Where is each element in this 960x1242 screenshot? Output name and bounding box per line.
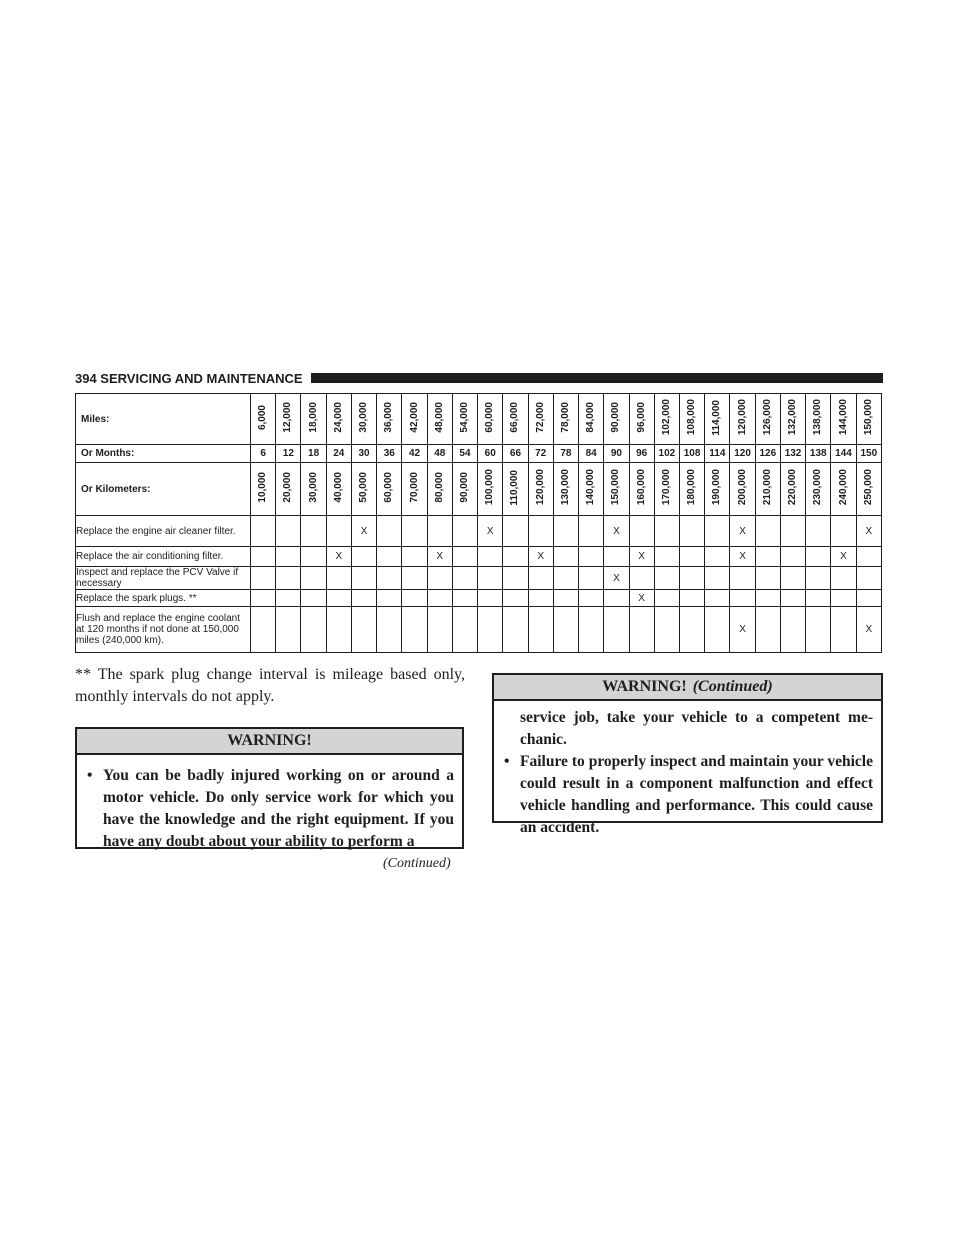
warning-list bbox=[494, 701, 881, 849]
service-mark bbox=[579, 547, 604, 567]
kilometers-value: 170,000 bbox=[660, 469, 672, 506]
kilometers-cell bbox=[730, 463, 755, 516]
service-mark bbox=[755, 607, 780, 653]
service-mark bbox=[377, 547, 402, 567]
kilometers-cell bbox=[856, 463, 881, 516]
service-mark bbox=[251, 590, 276, 607]
kilometers-value: 80,000 bbox=[433, 472, 445, 503]
months-cell: 48 bbox=[427, 445, 452, 463]
warning-text: You can be badly injured working on or around a motor vehicle. Do only service work for which you have the knowledge and the right equipment. If you have any doubt about your ability to perform a bbox=[103, 767, 454, 850]
service-mark bbox=[806, 607, 831, 653]
kilometers-cell bbox=[377, 463, 402, 516]
service-mark bbox=[528, 516, 553, 547]
warning-item bbox=[502, 751, 873, 839]
months-cell: 24 bbox=[326, 445, 351, 463]
kilometers-value: 50,000 bbox=[358, 472, 370, 503]
warning-heading bbox=[77, 729, 462, 755]
service-mark bbox=[604, 607, 629, 653]
continued-footer: (Continued) bbox=[383, 856, 451, 871]
service-mark bbox=[806, 590, 831, 607]
warning-text: Failure to properly inspect and maintain your vehicle could result in a component malfunction and effect vehicle handling and performance. This could cause an accident. bbox=[520, 753, 873, 836]
warning-title-continued: (Continued) bbox=[692, 678, 773, 695]
kilometers-cell bbox=[326, 463, 351, 516]
miles-cell bbox=[452, 394, 477, 445]
months-cell: 96 bbox=[629, 445, 654, 463]
kilometers-value: 90,000 bbox=[458, 472, 470, 503]
months-cell: 18 bbox=[301, 445, 326, 463]
kilometers-cell bbox=[276, 463, 301, 516]
kilometers-cell bbox=[251, 463, 276, 516]
service-mark bbox=[629, 567, 654, 590]
months-cell: 126 bbox=[755, 445, 780, 463]
miles-value: 30,000 bbox=[358, 402, 370, 433]
miles-cell bbox=[755, 394, 780, 445]
service-mark bbox=[553, 547, 578, 567]
months-cell: 66 bbox=[503, 445, 528, 463]
kilometers-value: 220,000 bbox=[787, 469, 799, 506]
service-mark bbox=[301, 516, 326, 547]
kilometers-cell bbox=[780, 463, 805, 516]
service-mark bbox=[427, 607, 452, 653]
service-mark bbox=[452, 567, 477, 590]
miles-value: 126,000 bbox=[761, 399, 773, 436]
kilometers-value: 100,000 bbox=[484, 469, 496, 506]
service-mark bbox=[427, 590, 452, 607]
service-mark: X bbox=[604, 567, 629, 590]
months-cell: 114 bbox=[705, 445, 730, 463]
service-mark bbox=[251, 547, 276, 567]
miles-cell bbox=[503, 394, 528, 445]
service-mark bbox=[755, 567, 780, 590]
kilometers-cell bbox=[705, 463, 730, 516]
page-title: 394 SERVICING AND MAINTENANCE bbox=[75, 370, 303, 386]
service-mark: X bbox=[629, 547, 654, 567]
service-mark bbox=[679, 547, 704, 567]
service-mark bbox=[654, 607, 679, 653]
miles-value: 90,000 bbox=[610, 402, 622, 433]
kilometers-value: 70,000 bbox=[408, 472, 420, 503]
kilometers-cell bbox=[478, 463, 503, 516]
service-mark bbox=[755, 516, 780, 547]
service-label: Replace the engine air cleaner filter. bbox=[76, 516, 251, 547]
warning-box-right bbox=[492, 673, 883, 836]
miles-value: 102,000 bbox=[660, 399, 672, 436]
months-cell: 36 bbox=[377, 445, 402, 463]
kilometers-cell bbox=[604, 463, 629, 516]
miles-label: Miles: bbox=[76, 394, 251, 445]
miles-cell bbox=[579, 394, 604, 445]
service-mark bbox=[351, 547, 376, 567]
service-mark bbox=[503, 567, 528, 590]
service-mark bbox=[553, 516, 578, 547]
service-mark bbox=[478, 567, 503, 590]
service-row bbox=[76, 607, 882, 653]
miles-cell bbox=[604, 394, 629, 445]
warning-list bbox=[77, 755, 462, 863]
miles-value: 60,000 bbox=[484, 402, 496, 433]
service-mark bbox=[553, 567, 578, 590]
service-row bbox=[76, 567, 882, 590]
miles-value: 18,000 bbox=[307, 402, 319, 433]
miles-cell bbox=[478, 394, 503, 445]
page-header bbox=[75, 370, 883, 386]
months-cell: 6 bbox=[251, 445, 276, 463]
service-mark bbox=[553, 607, 578, 653]
miles-value: 150,000 bbox=[862, 399, 874, 436]
months-cell: 138 bbox=[806, 445, 831, 463]
service-mark bbox=[705, 516, 730, 547]
miles-value: 108,000 bbox=[686, 399, 698, 436]
service-mark bbox=[351, 590, 376, 607]
kilometers-value: 120,000 bbox=[534, 469, 546, 506]
service-mark bbox=[276, 607, 301, 653]
service-mark: X bbox=[730, 516, 755, 547]
kilometers-cell bbox=[301, 463, 326, 516]
service-mark bbox=[755, 590, 780, 607]
service-mark bbox=[654, 547, 679, 567]
miles-cell bbox=[528, 394, 553, 445]
kilometers-cell bbox=[831, 463, 856, 516]
kilometers-value: 150,000 bbox=[610, 469, 622, 506]
service-mark bbox=[856, 547, 881, 567]
months-label: Or Months: bbox=[76, 445, 251, 463]
bullet-icon: • bbox=[504, 753, 510, 770]
service-mark bbox=[579, 567, 604, 590]
service-mark bbox=[705, 590, 730, 607]
service-mark bbox=[679, 516, 704, 547]
service-mark bbox=[276, 590, 301, 607]
service-label: Replace the spark plugs. ** bbox=[76, 590, 251, 607]
service-mark bbox=[251, 567, 276, 590]
kilometers-value: 180,000 bbox=[686, 469, 698, 506]
kilometers-value: 60,000 bbox=[383, 472, 395, 503]
kilometers-value: 130,000 bbox=[559, 469, 571, 506]
service-mark bbox=[831, 516, 856, 547]
miles-cell bbox=[251, 394, 276, 445]
kilometers-cell bbox=[503, 463, 528, 516]
kilometers-cell bbox=[351, 463, 376, 516]
service-mark bbox=[251, 516, 276, 547]
miles-cell bbox=[780, 394, 805, 445]
warning-title: WARNING! bbox=[227, 732, 312, 749]
warning-item bbox=[85, 765, 454, 853]
miles-value: 120,000 bbox=[736, 399, 748, 436]
service-mark: X bbox=[478, 516, 503, 547]
kilometers-value: 140,000 bbox=[585, 469, 597, 506]
service-mark bbox=[629, 516, 654, 547]
service-mark bbox=[629, 607, 654, 653]
service-mark bbox=[377, 607, 402, 653]
months-row bbox=[76, 445, 882, 463]
service-mark bbox=[427, 567, 452, 590]
service-mark bbox=[679, 590, 704, 607]
miles-value: 138,000 bbox=[812, 399, 824, 436]
kilometers-cell bbox=[402, 463, 427, 516]
kilometers-cell bbox=[679, 463, 704, 516]
service-mark bbox=[301, 567, 326, 590]
maintenance-schedule-table bbox=[75, 393, 882, 653]
service-mark bbox=[806, 547, 831, 567]
service-mark: X bbox=[427, 547, 452, 567]
service-mark bbox=[705, 567, 730, 590]
service-mark bbox=[730, 567, 755, 590]
service-mark bbox=[301, 607, 326, 653]
service-mark bbox=[604, 547, 629, 567]
kilometers-value: 40,000 bbox=[332, 472, 344, 503]
kilometers-label: Or Kilometers: bbox=[76, 463, 251, 516]
service-mark bbox=[528, 567, 553, 590]
service-mark bbox=[276, 547, 301, 567]
kilometers-cell bbox=[553, 463, 578, 516]
service-mark bbox=[402, 516, 427, 547]
miles-value: 72,000 bbox=[534, 402, 546, 433]
warning-text: service job, take your vehicle to a competent me-chanic. bbox=[520, 709, 873, 748]
miles-cell bbox=[705, 394, 730, 445]
service-mark bbox=[705, 547, 730, 567]
service-mark bbox=[478, 590, 503, 607]
service-mark bbox=[276, 567, 301, 590]
service-mark bbox=[402, 567, 427, 590]
service-mark bbox=[503, 516, 528, 547]
months-cell: 30 bbox=[351, 445, 376, 463]
service-mark bbox=[831, 607, 856, 653]
service-mark bbox=[679, 607, 704, 653]
kilometers-cell bbox=[806, 463, 831, 516]
months-cell: 54 bbox=[452, 445, 477, 463]
service-mark bbox=[780, 590, 805, 607]
kilometers-cell bbox=[579, 463, 604, 516]
spark-plug-note: ** The spark plug change interval is mileage based only, monthly intervals do not apply. bbox=[75, 666, 465, 705]
kilometers-row bbox=[76, 463, 882, 516]
header-rule bbox=[311, 373, 883, 383]
miles-cell bbox=[553, 394, 578, 445]
service-mark bbox=[553, 590, 578, 607]
service-mark bbox=[301, 590, 326, 607]
miles-value: 84,000 bbox=[585, 402, 597, 433]
service-mark bbox=[326, 567, 351, 590]
service-mark bbox=[452, 607, 477, 653]
service-mark bbox=[301, 547, 326, 567]
service-mark bbox=[705, 607, 730, 653]
kilometers-value: 10,000 bbox=[257, 472, 269, 503]
kilometers-cell bbox=[528, 463, 553, 516]
service-mark bbox=[730, 590, 755, 607]
service-mark bbox=[579, 607, 604, 653]
service-mark: X bbox=[528, 547, 553, 567]
kilometers-value: 110,000 bbox=[509, 469, 521, 506]
kilometers-value: 200,000 bbox=[736, 469, 748, 506]
service-mark: X bbox=[326, 547, 351, 567]
service-mark bbox=[806, 516, 831, 547]
miles-value: 12,000 bbox=[282, 402, 294, 433]
service-mark bbox=[402, 590, 427, 607]
months-cell: 84 bbox=[579, 445, 604, 463]
months-cell: 150 bbox=[856, 445, 881, 463]
warning-heading-continued bbox=[494, 675, 881, 701]
miles-value: 78,000 bbox=[559, 402, 571, 433]
kilometers-value: 30,000 bbox=[307, 472, 319, 503]
service-mark: X bbox=[730, 607, 755, 653]
service-mark bbox=[351, 607, 376, 653]
service-mark bbox=[326, 516, 351, 547]
service-mark bbox=[402, 547, 427, 567]
months-cell: 108 bbox=[679, 445, 704, 463]
service-mark bbox=[452, 516, 477, 547]
miles-cell bbox=[377, 394, 402, 445]
service-mark bbox=[604, 590, 629, 607]
kilometers-value: 240,000 bbox=[837, 469, 849, 506]
service-mark bbox=[452, 590, 477, 607]
miles-row bbox=[76, 394, 882, 445]
kilometers-cell bbox=[629, 463, 654, 516]
warning-lead-text bbox=[502, 707, 873, 751]
miles-value: 132,000 bbox=[787, 399, 799, 436]
service-mark bbox=[679, 567, 704, 590]
miles-cell bbox=[402, 394, 427, 445]
service-mark bbox=[478, 607, 503, 653]
service-label: Replace the air conditioning filter. bbox=[76, 547, 251, 567]
service-row bbox=[76, 547, 882, 567]
service-mark bbox=[427, 516, 452, 547]
service-mark bbox=[326, 607, 351, 653]
warning-title: WARNING! bbox=[602, 678, 687, 695]
service-mark bbox=[654, 516, 679, 547]
miles-value: 6,000 bbox=[257, 404, 269, 431]
service-label: Flush and replace the engine coolant at 120 months if not done at 150,000 miles (240,000 km). bbox=[76, 607, 251, 653]
kilometers-cell bbox=[654, 463, 679, 516]
service-mark bbox=[579, 516, 604, 547]
service-mark: X bbox=[629, 590, 654, 607]
service-row bbox=[76, 516, 882, 547]
miles-cell bbox=[856, 394, 881, 445]
service-mark bbox=[377, 567, 402, 590]
service-mark bbox=[780, 607, 805, 653]
months-cell: 60 bbox=[478, 445, 503, 463]
service-mark bbox=[377, 516, 402, 547]
service-mark: X bbox=[730, 547, 755, 567]
miles-cell bbox=[730, 394, 755, 445]
months-cell: 42 bbox=[402, 445, 427, 463]
miles-cell bbox=[806, 394, 831, 445]
service-mark bbox=[856, 590, 881, 607]
miles-value: 96,000 bbox=[635, 402, 647, 433]
service-mark: X bbox=[856, 516, 881, 547]
service-mark bbox=[503, 607, 528, 653]
miles-value: 66,000 bbox=[509, 402, 521, 433]
miles-value: 24,000 bbox=[332, 402, 344, 433]
kilometers-value: 160,000 bbox=[635, 469, 647, 506]
service-mark: X bbox=[856, 607, 881, 653]
miles-value: 42,000 bbox=[408, 402, 420, 433]
months-cell: 120 bbox=[730, 445, 755, 463]
miles-cell bbox=[326, 394, 351, 445]
kilometers-value: 190,000 bbox=[711, 469, 723, 506]
service-mark bbox=[780, 547, 805, 567]
miles-value: 144,000 bbox=[837, 399, 849, 436]
miles-cell bbox=[301, 394, 326, 445]
service-mark bbox=[528, 607, 553, 653]
service-mark bbox=[402, 607, 427, 653]
service-mark bbox=[579, 590, 604, 607]
service-mark: X bbox=[831, 547, 856, 567]
service-mark bbox=[452, 547, 477, 567]
service-mark bbox=[326, 590, 351, 607]
miles-cell bbox=[679, 394, 704, 445]
miles-cell bbox=[351, 394, 376, 445]
service-mark bbox=[780, 516, 805, 547]
months-cell: 72 bbox=[528, 445, 553, 463]
service-mark bbox=[780, 567, 805, 590]
miles-cell bbox=[276, 394, 301, 445]
service-mark bbox=[478, 547, 503, 567]
service-mark bbox=[856, 567, 881, 590]
service-mark bbox=[377, 590, 402, 607]
kilometers-cell bbox=[427, 463, 452, 516]
kilometers-value: 250,000 bbox=[862, 469, 874, 506]
service-mark bbox=[351, 567, 376, 590]
service-mark bbox=[503, 590, 528, 607]
service-mark bbox=[528, 590, 553, 607]
months-cell: 102 bbox=[654, 445, 679, 463]
kilometers-value: 210,000 bbox=[761, 469, 773, 506]
bullet-icon: • bbox=[87, 767, 93, 784]
service-mark bbox=[755, 547, 780, 567]
service-mark: X bbox=[604, 516, 629, 547]
miles-cell bbox=[427, 394, 452, 445]
kilometers-value: 20,000 bbox=[282, 472, 294, 503]
service-label: Inspect and replace the PCV Valve if necessary bbox=[76, 567, 251, 590]
months-cell: 90 bbox=[604, 445, 629, 463]
service-mark bbox=[251, 607, 276, 653]
months-cell: 12 bbox=[276, 445, 301, 463]
kilometers-cell bbox=[452, 463, 477, 516]
miles-value: 36,000 bbox=[383, 402, 395, 433]
service-mark bbox=[806, 567, 831, 590]
kilometers-value: 230,000 bbox=[812, 469, 824, 506]
miles-cell bbox=[629, 394, 654, 445]
miles-value: 54,000 bbox=[458, 402, 470, 433]
miles-value: 48,000 bbox=[433, 402, 445, 433]
kilometers-cell bbox=[755, 463, 780, 516]
service-mark bbox=[276, 516, 301, 547]
miles-cell bbox=[654, 394, 679, 445]
warning-box-left bbox=[75, 727, 464, 849]
service-mark bbox=[654, 590, 679, 607]
months-cell: 132 bbox=[780, 445, 805, 463]
miles-cell bbox=[831, 394, 856, 445]
miles-value: 114,000 bbox=[711, 399, 723, 436]
months-cell: 78 bbox=[553, 445, 578, 463]
service-mark: X bbox=[351, 516, 376, 547]
service-mark bbox=[831, 567, 856, 590]
months-cell: 144 bbox=[831, 445, 856, 463]
service-mark bbox=[503, 547, 528, 567]
service-mark bbox=[831, 590, 856, 607]
service-row bbox=[76, 590, 882, 607]
service-mark bbox=[654, 567, 679, 590]
